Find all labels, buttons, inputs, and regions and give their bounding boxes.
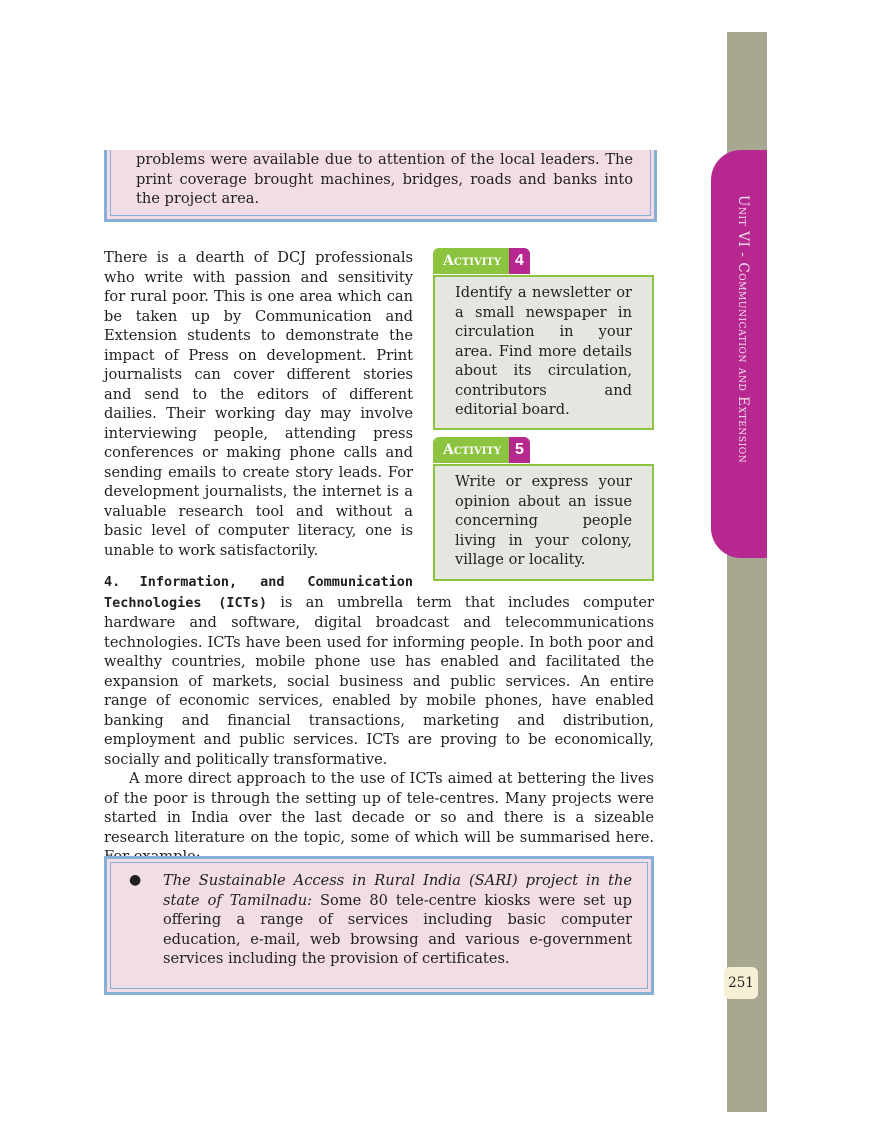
bullet-icon: ●	[129, 872, 142, 888]
activity-5-tab	[433, 437, 530, 463]
section-heading-line1	[104, 572, 413, 593]
case-study-bullet-item	[129, 871, 632, 969]
case-study-top-text: problems were available due to attention of the local leaders. The print coverage brought machines, bridges, roads and banks into the project area.	[136, 151, 633, 207]
case-study-title: The Sustainable Access in Rural India (SARI) project in the state of Tamilnadu:	[163, 872, 632, 909]
section-ict	[104, 572, 654, 867]
section-para-1-text: is an umbrella term that includes computer hardware and software, digital broadcast and telecommunications technologies. ICTs have been used for informing people. In both poor and wealthy countries, mobile phone use has enabled and facilitated the expansion of markets, social business and public services. An entire range of economic services, enabled by mobile phones, have enabled banking and financial transactions, marketing and distribution, employment and public services. ICTs are proving to be economically, socially and politically transformative.	[104, 593, 654, 768]
section-para-2: A more direct approach to the use of ICTs aimed at bettering the lives of the poor is through the setting up of tele-centres. Many projects were started in India over the last decade or so and there is a sizeable research literature on the topic, some of which will be summarised here.	[104, 770, 654, 846]
activity-4-tab	[433, 248, 530, 274]
section-heading-term: Technologies (ICTs)	[104, 594, 268, 611]
activity-4-text: Identify a newsletter or a small newspaper in circulation in your area. Find more details about its circulation, contributors and editorial board.	[455, 284, 632, 418]
activity-4-box	[433, 275, 654, 430]
section-heading-number: 4.	[104, 574, 121, 590]
activity-4-number: 4	[509, 248, 530, 274]
section-para-1	[104, 593, 654, 770]
activity-5-number: 5	[509, 437, 530, 463]
section-heading-title: Information, and Communication	[139, 574, 413, 590]
activity-4-label: Activity	[433, 248, 509, 274]
activity-5-box	[433, 464, 654, 581]
case-study-box-bottom	[104, 856, 654, 995]
activity-5-label: Activity	[433, 437, 509, 463]
page-number: 251	[724, 967, 758, 999]
activity-5-text: Write or express your opinion about an issue concerning people living in your colony, village or locality.	[455, 473, 632, 568]
main-paragraph: There is a dearth of DCJ professionals who write with passion and sensitivity for rural poor. This is one area which can be taken up by Communication and Extension students to demonstrate the impact of Press on development. Print journalists can cover different stories and send to the editors of different dailies. Their working day may involve interviewing people, attending press conferences or making phone calls and sending emails to create story leads. For development journalists, the internet is a valuable research tool and without a basic level of computer literacy, one is unable to work satisfactorily.	[104, 249, 413, 559]
case-study-body: Some 80 tele-centre kiosks were set up offering a range of services including basic computer education, e-mail, web browsing and various e-government services including the provision of certificates.	[163, 891, 632, 967]
case-study-bullet-text	[163, 871, 632, 969]
unit-label: Unit VI - Communication and Extension	[735, 195, 751, 464]
case-study-box-top	[104, 150, 657, 222]
